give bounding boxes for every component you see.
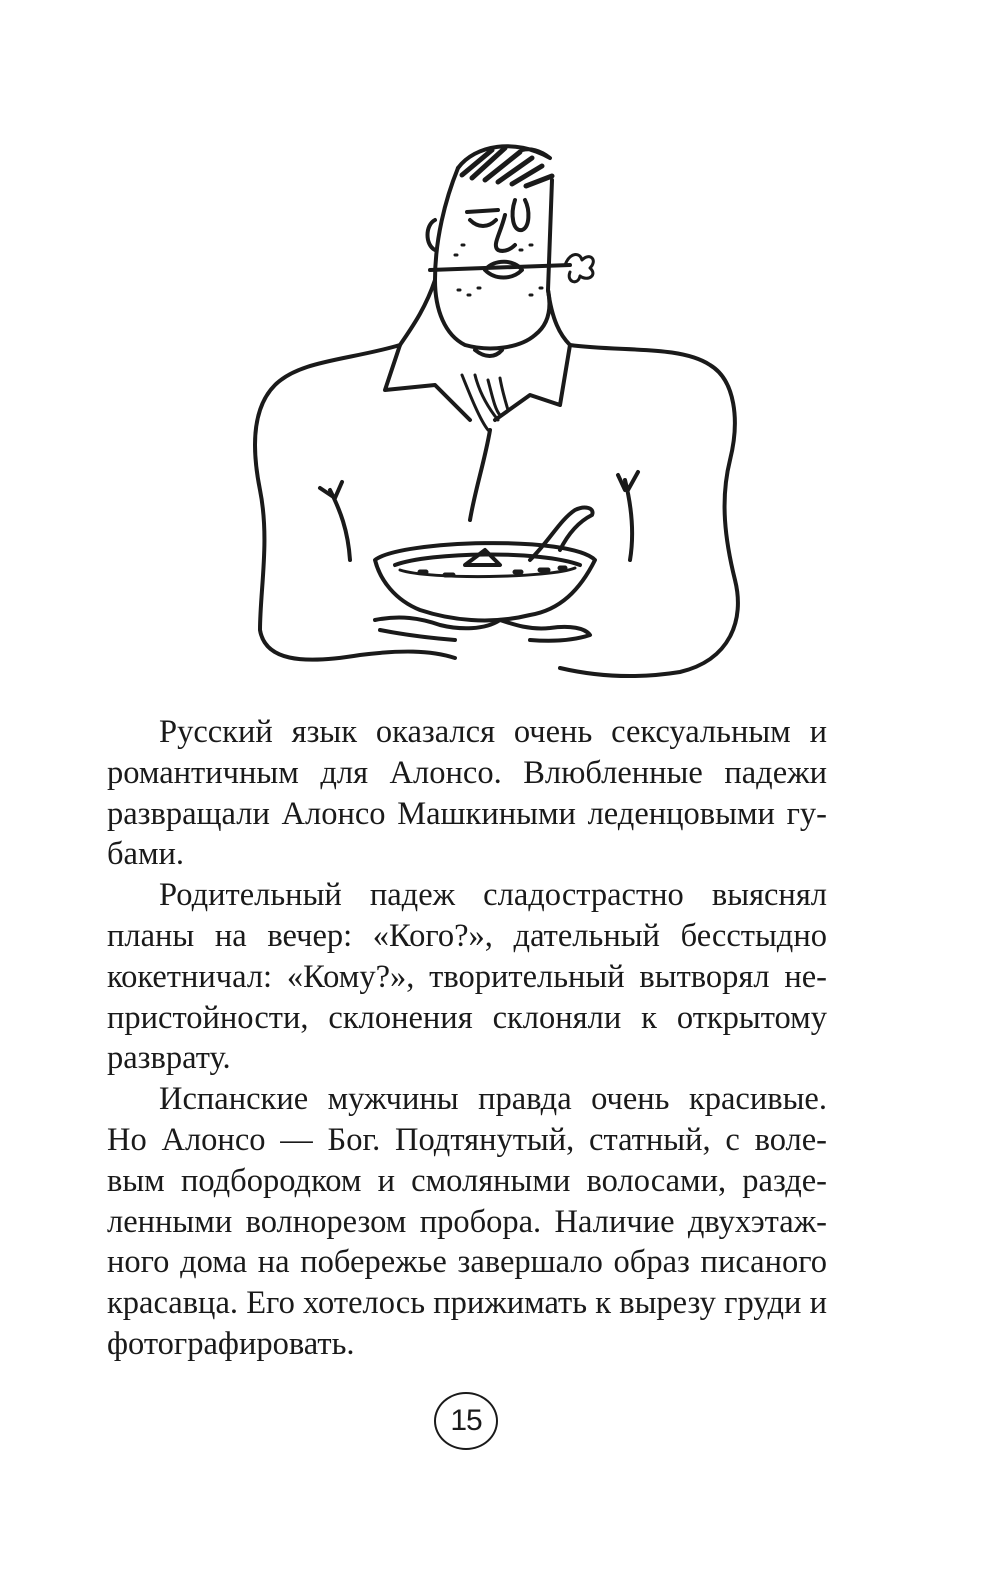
page-number: 15 [434, 1392, 498, 1450]
paragraph-1: Русский язык оказался очень сексуальным и романтичным для Алонсо. Влюбленные падежи развращали Алонсо Машкиными леденцовыми губами. [107, 714, 827, 873]
paragraph-2: Родительный падеж сладострастно выяснял планы на вечер: «Кого?», дательный бесстыдно кокетничал: «Кому?», творительный вытворял непристойности, склонения склоняли к открытому разврату. [107, 877, 827, 1077]
man-with-soup-bowl-icon [230, 120, 770, 700]
illustration-man-with-bowl [230, 120, 770, 700]
paragraph-3: Испанские мужчины правда очень красивые. Но Алонсо — Бог. Подтянутый, статный, с волевым подбородком и смоляными волосами, разделенными волнорезом пробора. Наличие двухэтажного дома на побережье завершало образ писаного красавца. Его хотелось прижимать к вырезу груди и фотографировать. [107, 1081, 827, 1362]
body-text [107, 712, 827, 1365]
